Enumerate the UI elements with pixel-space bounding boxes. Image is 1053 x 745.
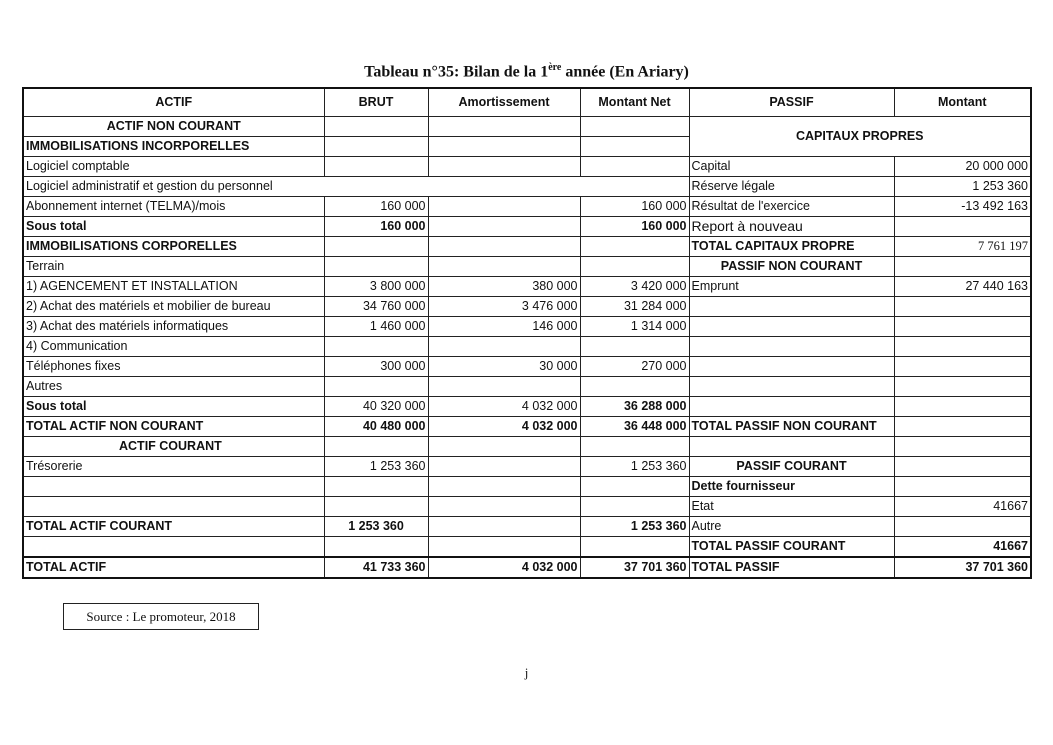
brut-cell [324,237,428,257]
amort-cell: 4 032 000 [428,397,580,417]
actif-cell: Téléphones fixes [23,357,324,377]
brut-cell [324,477,428,497]
montant-cell [894,297,1031,317]
brut-cell [324,257,428,277]
passif-cell [689,437,894,457]
passif-cell: Report à nouveau [689,217,894,237]
net-cell: 160 000 [580,197,689,217]
page-footer-mark: j [524,665,529,680]
montant-cell [894,257,1031,277]
brut-cell: 160 000 [324,217,428,237]
brut-cell: 41 733 360 [324,557,428,578]
montant-cell: 27 440 163 [894,277,1031,297]
header-brut: BRUT [324,88,428,117]
amort-cell [428,477,580,497]
montant-cell [894,397,1031,417]
brut-cell: 1 460 000 [324,317,428,337]
passif-cell [689,397,894,417]
amort-cell [428,237,580,257]
montant-cell: 1 253 360 [894,177,1031,197]
table-row [23,237,1031,257]
net-cell [580,477,689,497]
amort-cell [428,257,580,277]
table-row [23,117,1031,137]
amort-cell [428,457,580,477]
net-cell: 36 288 000 [580,397,689,417]
brut-cell [324,497,428,517]
amort-cell: 380 000 [428,277,580,297]
montant-cell [894,477,1031,497]
amort-cell [428,377,580,397]
montant-cell: 37 701 360 [894,557,1031,578]
table-row [23,217,1031,237]
amort-cell [428,137,580,157]
actif-cell: IMMOBILISATIONS INCORPORELLES [23,137,324,157]
net-cell: 1 314 000 [580,317,689,337]
net-cell: 160 000 [580,217,689,237]
table-header-row [23,88,1031,117]
table-row [23,157,1031,177]
montant-cell [894,377,1031,397]
passif-cell: Réserve légale [689,177,894,197]
table-row [23,417,1031,437]
table-row [23,397,1031,417]
brut-cell: 34 760 000 [324,297,428,317]
actif-cell: Autres [23,377,324,397]
actif-cell: 3) Achat des matériels informatiques [23,317,324,337]
montant-cell: 41667 [894,537,1031,558]
passif-cell: Capital [689,157,894,177]
header-passif: PASSIF [689,88,894,117]
header-montant-net: Montant Net [580,88,689,117]
header-montant: Montant [894,88,1031,117]
table-row [23,517,1031,537]
net-cell: 36 448 000 [580,417,689,437]
passif-cell [689,337,894,357]
table-title: Tableau n°35: Bilan de la 1ère année (En Ariary) [364,62,689,81]
header-actif: ACTIF [23,88,324,117]
table-row [23,197,1031,217]
amort-cell: 30 000 [428,357,580,377]
balance-sheet-table [22,87,1032,579]
brut-cell [324,137,428,157]
net-cell [580,177,689,197]
actif-cell: 4) Communication [23,337,324,357]
passif-cell [689,297,894,317]
actif-cell: Logiciel administratif et gestion du personnel [23,177,580,197]
net-cell: 1 253 360 [580,517,689,537]
amort-cell [428,217,580,237]
brut-cell: 1 253 360 [324,457,428,477]
montant-cell [894,357,1031,377]
passif-cell [689,357,894,377]
brut-cell: 40 320 000 [324,397,428,417]
amort-cell [428,157,580,177]
brut-cell [324,157,428,177]
passif-cell: Etat [689,497,894,517]
actif-cell: ACTIF COURANT [23,437,324,457]
passif-cell: Dette fournisseur [689,477,894,497]
net-cell [580,257,689,277]
amort-cell [428,497,580,517]
actif-cell: IMMOBILISATIONS CORPORELLES [23,237,324,257]
montant-cell [894,337,1031,357]
brut-cell: 1 253 360 [324,517,428,537]
actif-cell: TOTAL ACTIF [23,557,324,578]
montant-cell [894,417,1031,437]
net-cell [580,497,689,517]
passif-cell: TOTAL PASSIF [689,557,894,578]
net-cell [580,537,689,558]
actif-cell: Terrain [23,257,324,277]
net-cell: 1 253 360 [580,457,689,477]
brut-cell: 40 480 000 [324,417,428,437]
actif-cell: Logiciel comptable [23,157,324,177]
passif-section-heading: CAPITAUX PROPRES [689,117,1031,157]
passif-cell [689,377,894,397]
actif-cell [23,497,324,517]
net-cell: 3 420 000 [580,277,689,297]
table-row [23,257,1031,277]
actif-cell: Abonnement internet (TELMA)/mois [23,197,324,217]
montant-cell: 20 000 000 [894,157,1031,177]
actif-cell: Sous total [23,397,324,417]
table-row [23,357,1031,377]
amort-cell [428,437,580,457]
net-cell [580,157,689,177]
actif-cell: 1) AGENCEMENT ET INSTALLATION [23,277,324,297]
net-cell [580,377,689,397]
brut-cell [324,337,428,357]
net-cell [580,117,689,137]
passif-cell: TOTAL CAPITAUX PROPRE [689,237,894,257]
montant-cell [894,317,1031,337]
table-row [23,337,1031,357]
table-row [23,277,1031,297]
net-cell: 37 701 360 [580,557,689,578]
brut-cell: 3 800 000 [324,277,428,297]
montant-cell [894,217,1031,237]
table-row [23,457,1031,477]
actif-cell: TOTAL ACTIF COURANT [23,517,324,537]
amort-cell [428,337,580,357]
montant-cell: 41667 [894,497,1031,517]
actif-cell: Trésorerie [23,457,324,477]
passif-cell: Autre [689,517,894,537]
passif-cell: PASSIF NON COURANT [689,257,894,277]
brut-cell [324,437,428,457]
net-cell [580,237,689,257]
net-cell: 31 284 000 [580,297,689,317]
amort-cell: 3 476 000 [428,297,580,317]
table-row [23,297,1031,317]
table-row [23,497,1031,517]
brut-cell [324,537,428,558]
brut-cell [324,117,428,137]
amort-cell: 4 032 000 [428,557,580,578]
table-row [23,477,1031,497]
passif-cell: TOTAL PASSIF NON COURANT [689,417,894,437]
passif-cell: Résultat de l'exercice [689,197,894,217]
net-cell [580,337,689,357]
actif-cell: 2) Achat des matériels et mobilier de bureau [23,297,324,317]
passif-cell: TOTAL PASSIF COURANT [689,537,894,558]
montant-cell [894,437,1031,457]
header-amortissement: Amortissement [428,88,580,117]
table-row [23,177,1031,197]
net-cell [580,437,689,457]
montant-cell: 7 761 197 [894,237,1031,257]
montant-cell [894,517,1031,537]
passif-cell: Emprunt [689,277,894,297]
actif-cell: Sous total [23,217,324,237]
actif-cell [23,477,324,497]
table-row [23,537,1031,558]
actif-cell: TOTAL ACTIF NON COURANT [23,417,324,437]
montant-cell: -13 492 163 [894,197,1031,217]
amort-cell [428,537,580,558]
table-row [23,437,1031,457]
amort-cell [428,197,580,217]
montant-cell [894,457,1031,477]
net-cell [580,137,689,157]
actif-cell [23,537,324,558]
amort-cell [428,117,580,137]
table-row [23,557,1031,578]
brut-cell: 160 000 [324,197,428,217]
net-cell: 270 000 [580,357,689,377]
amort-cell [428,517,580,537]
table-row [23,377,1031,397]
amort-cell: 146 000 [428,317,580,337]
brut-cell: 300 000 [324,357,428,377]
table-row [23,317,1031,337]
actif-cell: ACTIF NON COURANT [23,117,324,137]
passif-cell [689,317,894,337]
source-note: Source : Le promoteur, 2018 [63,603,259,630]
passif-cell: PASSIF COURANT [689,457,894,477]
amort-cell: 4 032 000 [428,417,580,437]
brut-cell [324,377,428,397]
